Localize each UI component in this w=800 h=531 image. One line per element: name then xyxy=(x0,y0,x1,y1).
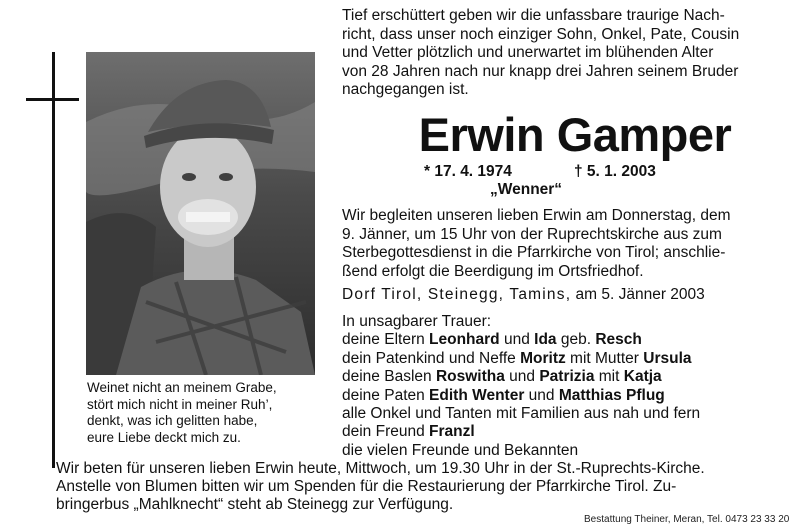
mourner-text: alle Onkel und Tanten mit Familien aus nah und fern xyxy=(342,405,701,423)
verse-line: stört mich nicht in meiner Ruh’, xyxy=(87,396,273,412)
birth-date: * 17. 4. 1974 xyxy=(424,163,512,180)
announcement-date: am 5. Jänner 2003 xyxy=(575,286,705,303)
verse-line: denkt, was ich gelitten habe, xyxy=(87,413,258,428)
mourner-name: Matthias Pflug xyxy=(558,386,665,404)
death-date: † 5. 1. 2003 xyxy=(574,163,656,180)
nickname: „Wenner“ xyxy=(490,181,563,198)
mourner-name: Roswitha xyxy=(435,368,505,386)
intro-line: nachgegangen ist. xyxy=(342,81,469,99)
mourner-text: dein Freund xyxy=(342,423,430,441)
funeral-line: Wir begleiten unseren lieben Erwin am Donnerstag, dem xyxy=(342,207,731,224)
place-and-date xyxy=(342,286,782,304)
closing-notice xyxy=(56,460,786,514)
verse-line: Weinet nicht an meinem Grabe, xyxy=(87,380,277,395)
mourner-name: Leonhard xyxy=(429,331,500,349)
funeral-line: 9. Jänner, um 15 Uhr von der Ruprechtskirche aus zum xyxy=(342,225,722,243)
places: Dorf Tirol, Steinegg, Tamins, xyxy=(342,286,572,303)
mourner-name: Ursula xyxy=(643,349,692,367)
mourner-text: mit Mutter xyxy=(565,349,644,367)
mourner-name: Katja xyxy=(623,368,662,386)
cross-vertical-bar xyxy=(52,52,55,468)
memorial-verse xyxy=(87,380,327,446)
mourner-line xyxy=(342,442,782,460)
mourner-text: geb. xyxy=(556,331,596,349)
mourner-text: und xyxy=(504,368,540,386)
mourner-lines xyxy=(342,331,782,460)
portrait-photo xyxy=(86,52,315,375)
mourner-name: Patrizia xyxy=(539,368,595,386)
funeral-line: ßend erfolgt die Beerdigung im Ortsfriedhof. xyxy=(342,262,644,280)
funeral-details xyxy=(342,207,782,281)
mourner-text: mit xyxy=(594,368,624,386)
intro-line: von 28 Jahren nach nur knapp drei Jahren seinem Bruder xyxy=(342,62,739,80)
closing-line: bringerbus „Mahlknecht“ steht ab Steinegg zur Verfügung. xyxy=(56,496,454,513)
verse-line: eure Liebe deckt mich zu. xyxy=(87,429,241,445)
life-dates xyxy=(424,163,734,181)
cross-horizontal-bar xyxy=(26,98,79,101)
mourner-line xyxy=(342,405,782,423)
mourner-name: Moritz xyxy=(520,349,566,367)
mourner-line xyxy=(342,350,782,368)
mourner-text: deine Paten xyxy=(342,386,430,404)
closing-line: Anstelle von Blumen bitten wir um Spenden für die Restaurierung der Pfarrkirche Tirol. Zu- xyxy=(56,478,677,495)
mourner-line xyxy=(342,331,782,349)
deceased-name: Erwin Gamper xyxy=(418,108,732,161)
mourner-name: Franzl xyxy=(429,423,475,441)
closing-line: Wir beten für unseren lieben Erwin heute, Mittwoch, um 19.30 Uhr in der St.-Ruprechts-Kirche. xyxy=(56,460,705,477)
intro-line: und Vetter plötzlich und unerwartet im blühenden Alter xyxy=(342,44,714,62)
mourner-text: und xyxy=(524,386,559,404)
intro-line: richt, dass unser noch einziger Sohn, Onkel, Pate, Cousin xyxy=(342,25,740,43)
announcement-intro xyxy=(342,7,782,100)
mourner-name: Edith Wenter xyxy=(429,386,525,404)
mourner-line xyxy=(342,368,782,386)
undertaker-credit: Bestattung Theiner, Meran, Tel. 0473 23 33 20 xyxy=(584,514,790,525)
mourner-line xyxy=(342,423,782,441)
mourner-text: dein Patenkind und Neffe xyxy=(342,349,521,367)
mourner-text: die vielen Freunde und Bekannten xyxy=(342,441,579,459)
intro-line: Tief erschüttert geben wir die unfassbare traurige Nach- xyxy=(342,7,725,24)
mourners-list xyxy=(342,313,782,460)
mourner-name: Resch xyxy=(595,331,642,349)
funeral-line: Sterbegottesdienst in die Pfarrkirche von Tirol; anschlie- xyxy=(342,244,726,262)
mourner-text: und xyxy=(499,331,535,349)
mourner-line xyxy=(342,387,782,405)
mourner-text: deine Eltern xyxy=(342,331,430,349)
portrait-illustration xyxy=(86,52,315,375)
mourner-text: deine Baslen xyxy=(342,368,436,386)
mourner-name: Ida xyxy=(534,331,557,349)
mourners-heading: In unsagbarer Trauer: xyxy=(342,313,492,330)
